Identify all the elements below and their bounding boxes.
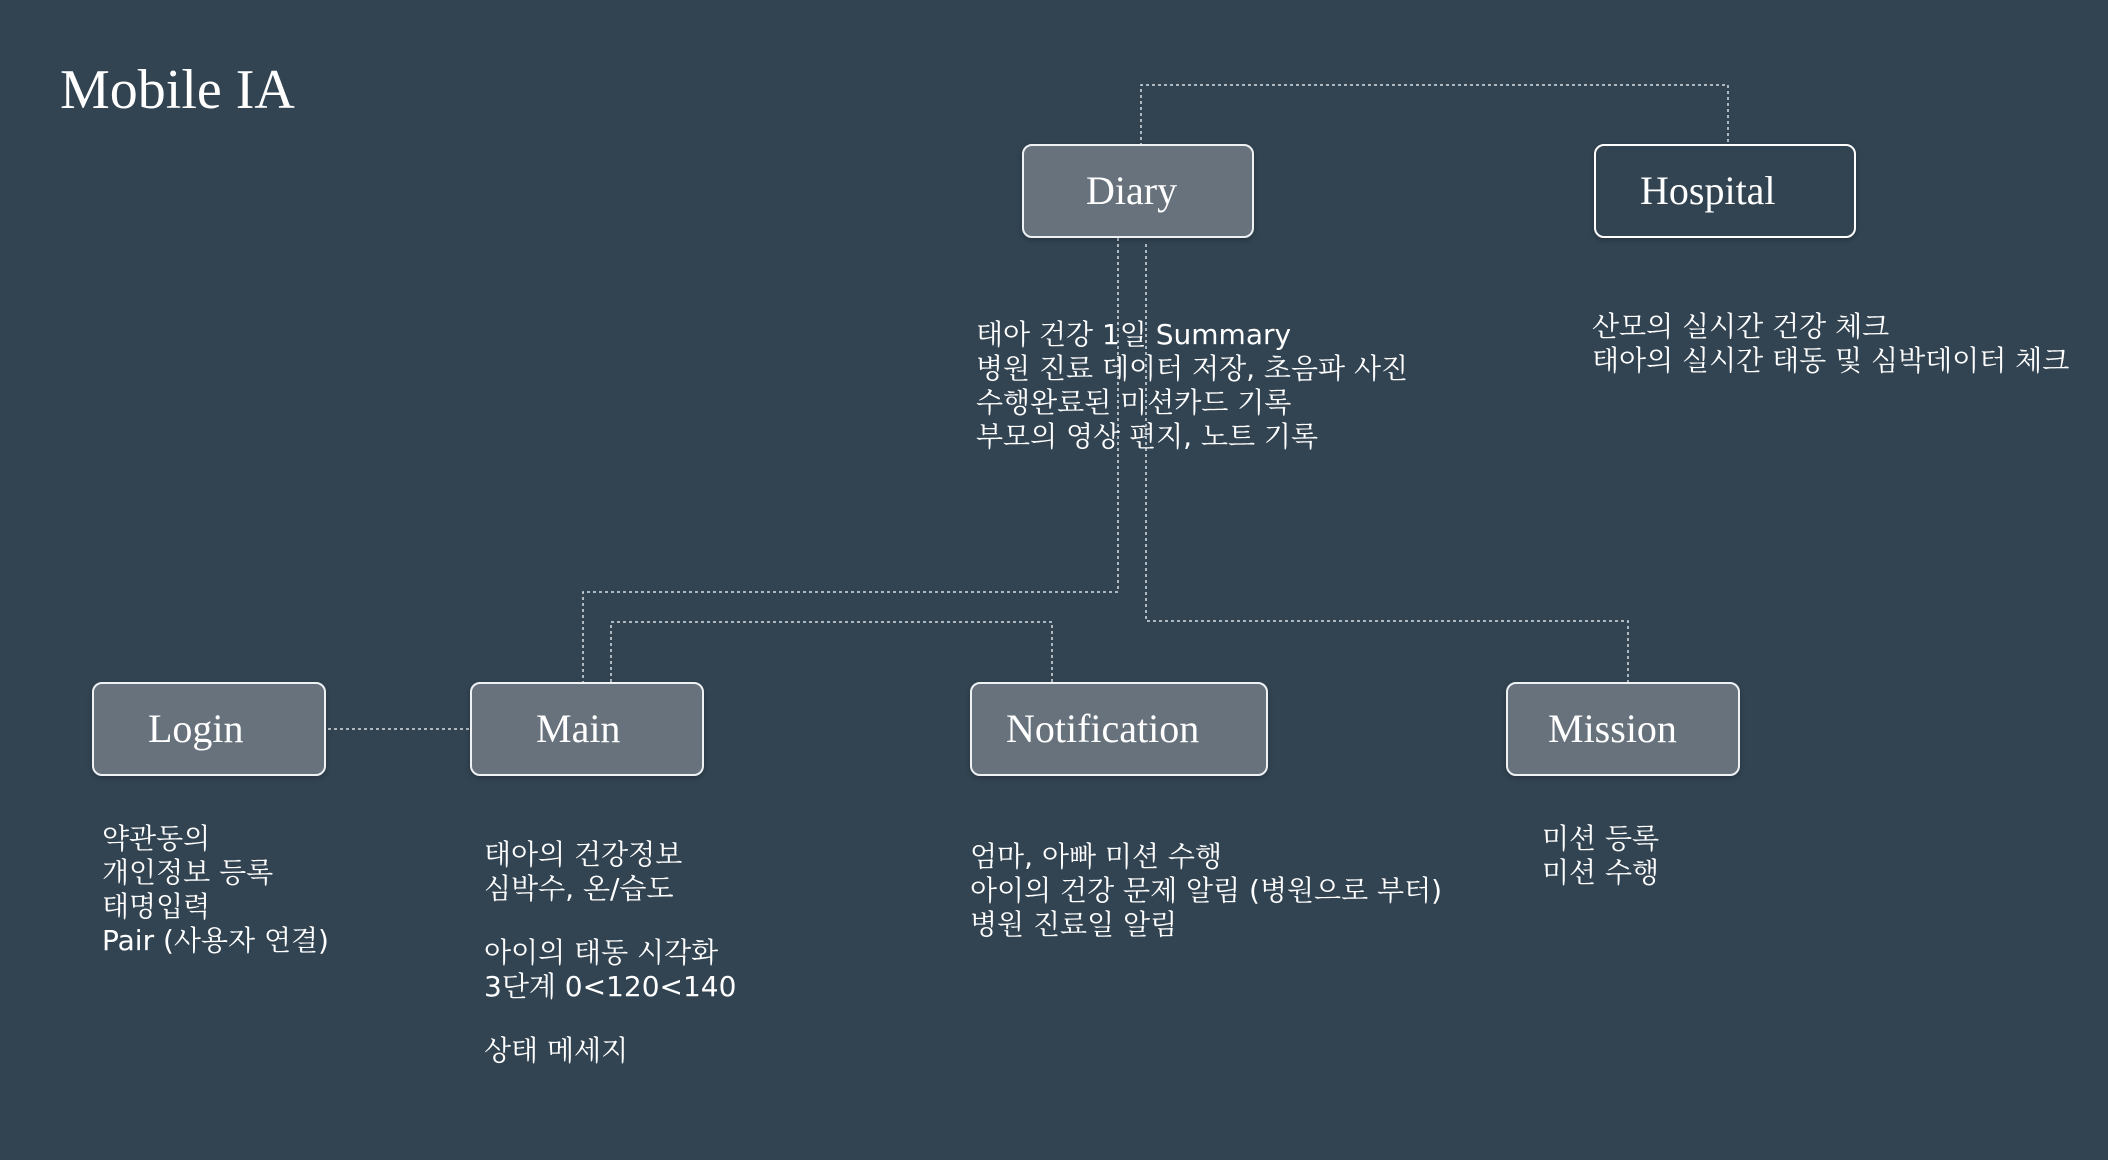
- login-description: [102, 822, 329, 958]
- mission-desc-line: 미션 수행: [1542, 856, 1660, 889]
- main-desc-line: 상태 메세지: [484, 1034, 629, 1067]
- hospital-node-label: Hospital: [1640, 168, 1776, 213]
- notification-desc-line: 아이의 건강 문제 알림 (병원으로 부터): [970, 874, 1443, 907]
- diary-desc-line: 수행완료된 미션카드 기록: [976, 386, 1292, 419]
- login-desc-line: 약관동의: [102, 822, 211, 855]
- hospital-desc-line: 태아의 실시간 태동 및 심박데이터 체크: [1592, 344, 2070, 377]
- main-node-label: Main: [536, 706, 621, 751]
- diary-description: [976, 318, 1408, 454]
- diary-node-label: Diary: [1086, 168, 1178, 213]
- mission-description: [1542, 822, 1659, 890]
- notification-desc-line: 엄마, 아빠 미션 수행: [970, 840, 1222, 873]
- page-title: Mobile IA: [60, 59, 295, 121]
- connector-diary-main-outer: [583, 238, 1118, 682]
- main-desc-line: 아이의 태동 시각화: [484, 936, 719, 969]
- main-desc-line: 태아의 건강정보: [484, 838, 683, 871]
- connector-main-notification: [611, 622, 1052, 682]
- notification-node-label: Notification: [1006, 706, 1200, 751]
- login-desc-line: 개인정보 등록: [102, 856, 274, 889]
- mission-desc-line: 미션 등록: [1542, 822, 1660, 855]
- connector-diary-hospital: [1141, 85, 1728, 146]
- connector-diary-mission: [1146, 244, 1628, 682]
- main-description: [484, 838, 736, 1068]
- diary-desc-line: 태아 건강 1일 Summary: [976, 318, 1292, 351]
- hospital-node[interactable]: [1594, 144, 1856, 238]
- notification-node[interactable]: [970, 682, 1268, 776]
- diary-desc-line: 병원 진료 데이터 저장, 초음파 사진: [976, 352, 1409, 385]
- mission-node-label: Mission: [1548, 706, 1677, 751]
- login-node[interactable]: [92, 682, 326, 776]
- mission-node[interactable]: [1506, 682, 1740, 776]
- hospital-description: [1592, 310, 2069, 378]
- hospital-desc-line: 산모의 실시간 건강 체크: [1592, 310, 1890, 343]
- notification-description: [970, 840, 1442, 942]
- diary-desc-line: 부모의 영상 편지, 노트 기록: [976, 420, 1319, 453]
- main-desc-line: 3단계 0<120<140: [484, 970, 737, 1003]
- diary-node[interactable]: [1022, 144, 1254, 238]
- login-desc-line: Pair (사용자 연결): [102, 924, 329, 957]
- notification-desc-line: 병원 진료일 알림: [970, 908, 1178, 941]
- main-node[interactable]: [470, 682, 704, 776]
- login-desc-line: 태명입력: [102, 890, 211, 923]
- main-desc-line: 심박수, 온/습도: [484, 872, 674, 905]
- login-node-label: Login: [148, 706, 244, 751]
